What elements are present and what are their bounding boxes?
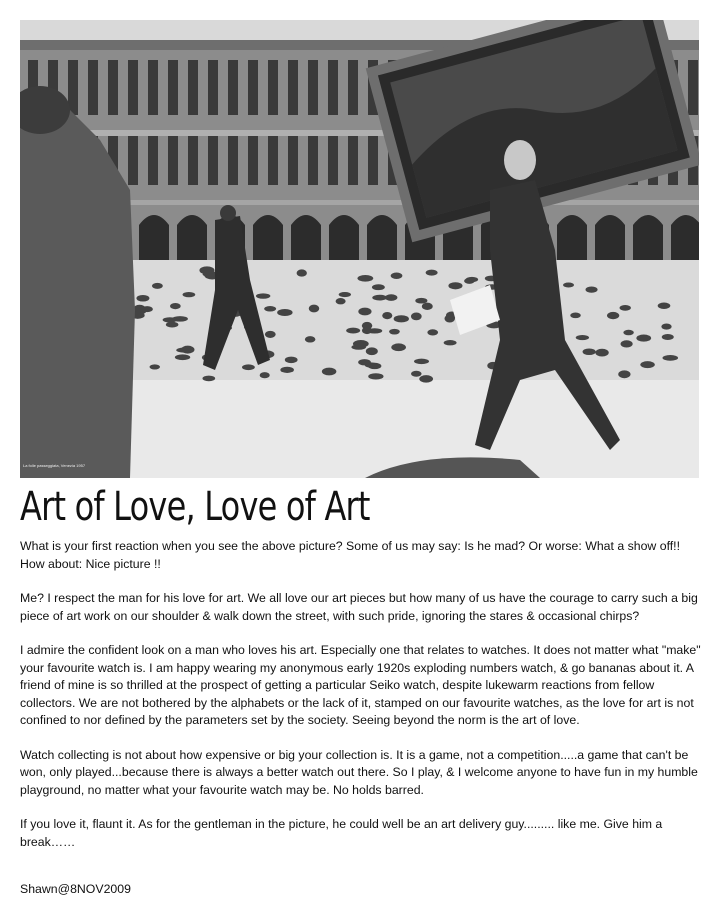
pigeon — [583, 348, 596, 355]
building-window — [128, 60, 138, 115]
pigeon — [260, 372, 270, 378]
building-arch — [633, 215, 663, 260]
pigeon — [619, 305, 630, 311]
pigeon — [134, 305, 146, 313]
building-window — [208, 60, 218, 115]
building-window — [228, 60, 238, 115]
pigeon — [595, 349, 608, 357]
pigeon — [662, 334, 674, 340]
building-window — [188, 135, 198, 185]
building-window — [228, 135, 238, 185]
building-window — [308, 135, 318, 185]
building-arch — [291, 215, 321, 260]
pigeon — [618, 370, 630, 378]
pigeon — [662, 355, 678, 361]
pigeon — [411, 313, 422, 321]
building-window — [248, 60, 258, 115]
pigeon — [576, 335, 589, 340]
pigeon — [351, 344, 366, 349]
building-window — [288, 135, 298, 185]
pigeon — [346, 328, 360, 334]
pigeon — [389, 329, 400, 335]
building-window — [688, 60, 698, 115]
pigeon — [150, 364, 160, 369]
pigeon — [136, 295, 149, 302]
pigeon — [414, 359, 429, 364]
pigeon — [426, 270, 438, 276]
building-window — [328, 135, 338, 185]
pigeon — [623, 330, 634, 335]
pigeon — [391, 343, 406, 351]
building-arch — [139, 215, 169, 260]
pigeon — [202, 376, 215, 382]
pigeon — [636, 335, 651, 342]
pigeon — [199, 266, 214, 274]
pigeon — [357, 275, 373, 282]
building-window — [88, 60, 98, 115]
building-arch — [367, 215, 397, 260]
pigeon — [264, 306, 276, 311]
pigeon — [444, 340, 457, 345]
pigeon — [339, 292, 351, 297]
building-window — [268, 60, 278, 115]
building-window — [148, 135, 158, 185]
pigeon — [372, 284, 385, 290]
pigeon — [621, 340, 633, 347]
pigeon — [265, 331, 276, 338]
pigeon — [391, 272, 403, 278]
pigeon — [242, 364, 255, 370]
paragraph: If you love it, flaunt it. As for the gentleman in the picture, he could well be an art delivery guy......... like me. Give him a break…… — [20, 817, 663, 849]
article-title: Art of Love, Love of Art — [20, 484, 370, 530]
building-window — [268, 135, 278, 185]
pigeon — [372, 295, 387, 301]
pigeon — [658, 302, 671, 308]
building-window — [348, 135, 358, 185]
pigeon — [427, 329, 438, 335]
pigeon — [411, 371, 422, 377]
pigeon — [419, 375, 433, 382]
paragraph: What is your first reaction when you see the above picture? Some of us may say: Is he mad? Or worse: What a show off!! How about: Nice picture !! — [20, 539, 681, 571]
building-arch — [557, 215, 587, 260]
building-window — [308, 60, 318, 115]
building-window — [208, 135, 218, 185]
pigeon — [305, 336, 316, 342]
pigeon — [280, 367, 294, 373]
building-arch — [671, 215, 699, 260]
pigeon — [166, 322, 179, 328]
photo-illustration — [20, 20, 699, 478]
building-arch — [253, 215, 283, 260]
pigeon — [464, 278, 475, 284]
building-arch — [329, 215, 359, 260]
building-window — [168, 135, 178, 185]
building-window — [108, 60, 118, 115]
article-body — [20, 538, 704, 868]
pigeon — [170, 303, 181, 309]
pigeon — [394, 315, 409, 322]
paragraph: I admire the confident look on a man who loves his art. Especially one that relates to watches. It does not matter what "make" your favourite watch is. I am happy wearing my anonymous early 1920s exploding numbers watch, & go bananas about it. A friend of mine is so thrilled at the prospect of getting a particular Seiko watch, despite lukewarm reactions from fellow collectors. We are not bothered by the alphabets or the lack of it, stamped on our favourite watches, as the love for art is not confined to nor defined by the parameters set by the society. Seeing beyond the norm is the art of love. — [20, 643, 701, 727]
pigeon — [382, 312, 392, 319]
pigeon — [607, 312, 619, 319]
building-arch — [595, 215, 625, 260]
pigeon — [309, 305, 319, 313]
pigeon — [181, 346, 195, 354]
pigeon — [297, 269, 307, 276]
pigeon — [336, 298, 346, 304]
building-window — [168, 60, 178, 115]
pigeon — [415, 298, 427, 304]
building-window — [128, 135, 138, 185]
building-window — [328, 60, 338, 115]
pigeon — [322, 368, 337, 376]
pigeon — [183, 292, 196, 297]
pigeon — [163, 317, 178, 322]
building-window — [368, 135, 378, 185]
pigeon — [368, 373, 383, 379]
pigeon — [256, 293, 270, 298]
building-window — [288, 60, 298, 115]
pigeon — [175, 354, 190, 360]
pigeon — [366, 347, 378, 355]
pigeon — [448, 282, 462, 289]
building-window — [248, 135, 258, 185]
pigeon — [358, 308, 371, 316]
building-arch — [177, 215, 207, 260]
signature: Shawn@8NOV2009 — [20, 882, 131, 896]
pigeon — [563, 283, 574, 288]
pigeon — [640, 361, 654, 368]
photo-caption: La folle passeggiata, Venezia 1957 — [23, 463, 86, 468]
building-window — [348, 60, 358, 115]
photo — [20, 20, 699, 478]
pigeon — [277, 309, 292, 316]
pigeon — [586, 286, 598, 292]
building-window — [188, 60, 198, 115]
pigeon — [362, 327, 372, 334]
building-window — [148, 60, 158, 115]
pigeon — [152, 283, 163, 289]
paragraph: Me? I respect the man for his love for art. We all love our art pieces but how many of us have the courage to carry such a big piece of art work on our shoulder & walk down the street, with such pride, ignoring the stares & occasional chirps? — [20, 591, 698, 623]
pigeon — [285, 357, 298, 364]
pigeon — [422, 303, 433, 310]
pigeon — [365, 362, 378, 367]
pigeon — [570, 313, 581, 319]
pigeon — [661, 324, 671, 330]
paragraph: Watch collecting is not about how expensive or big your collection is. It is a game, not a competition.....a game that can't be won, only played...because there is always a better watch out there. So I play, & I welcome anyone to have fun in my humble playground, no matter what your favourite watch may be. No holds barred. — [20, 747, 698, 797]
pigeon — [444, 315, 455, 323]
